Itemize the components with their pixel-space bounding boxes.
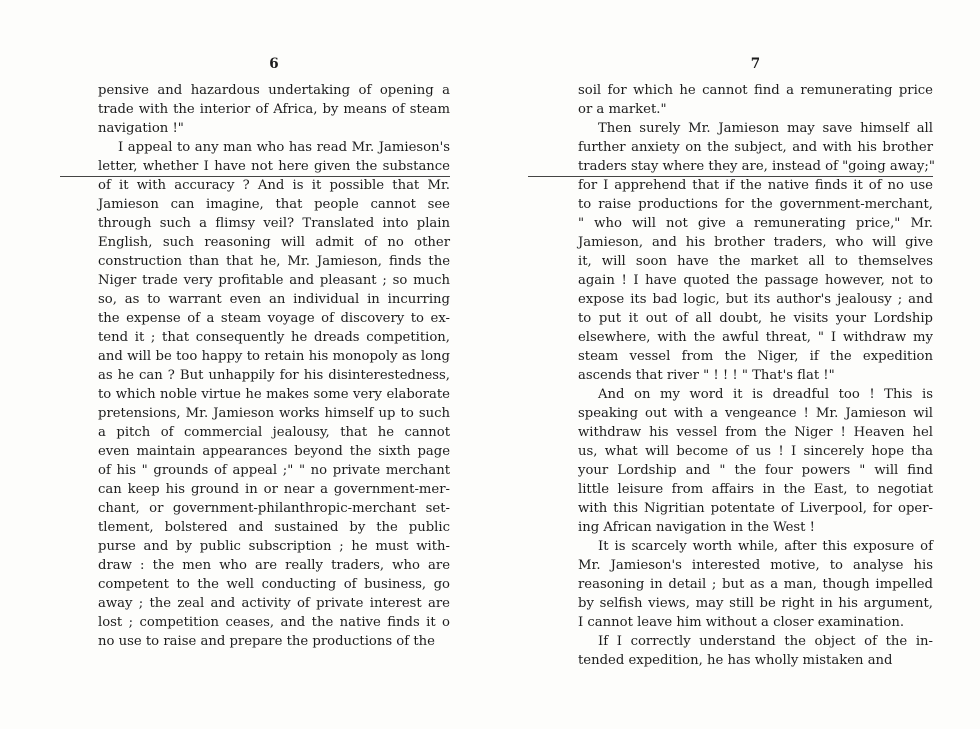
text-line: with this Nigritian potentate of Liverpool, for oper- <box>578 501 933 516</box>
text-line: elsewhere, with the awful threat, " I withdraw my <box>578 330 933 345</box>
text-line: And on my word it is dreadful too ! This is <box>598 387 933 402</box>
underline-rule-left <box>60 176 450 177</box>
text-line: trade with the interior of Africa, by means of steam <box>98 102 450 117</box>
page-number: 7 <box>750 56 761 72</box>
text-line: reasoning in detail ; but as a man, though impelled <box>578 577 933 592</box>
text-line: Mr. Jamieson's interested motive, to analyse his <box>578 558 933 573</box>
text-line: as he can ? But unhappily for his disinterestedness, <box>98 368 450 383</box>
text-line: through such a flimsy veil? Translated into plain <box>98 216 450 231</box>
text-line: the expense of a steam voyage of discovery to ex- <box>98 311 450 326</box>
text-line: Then surely Mr. Jamieson may save himself all <box>598 121 933 136</box>
text-line: " who will not give a remunerating price," Mr. <box>578 216 933 231</box>
text-line: navigation !" <box>98 121 184 136</box>
text-line: so, as to warrant even an individual in incurring <box>98 292 450 307</box>
text-line: by selfish views, may still be right in his argument, <box>578 596 933 611</box>
text-line: Jamieson can imagine, that people cannot see <box>98 197 450 212</box>
text-line: ascends that river " ! ! ! " That's flat !" <box>578 368 835 383</box>
text-line: and will be too happy to retain his monopoly as long <box>98 349 450 364</box>
text-line: I appeal to any man who has read Mr. Jamieson's <box>118 140 450 155</box>
text-line: lost ; competition ceases, and the native finds it o <box>98 615 450 630</box>
text-line: to put it out of all doubt, he visits your Lordship <box>578 311 933 326</box>
text-line: If I correctly understand the object of the in- <box>598 634 933 649</box>
text-line: to which noble virtue he makes some very elaborate <box>98 387 450 402</box>
text-line: even maintain appearances beyond the sixth page <box>98 444 450 459</box>
text-line: for I apprehend that if the native finds it of no use <box>578 178 933 193</box>
text-line: further anxiety on the subject, and with his brother <box>578 140 933 155</box>
text-line: soil for which he cannot find a remunerating price <box>578 83 933 98</box>
text-line: to raise productions for the government-merchant, <box>578 197 933 212</box>
underline-rule-right <box>528 176 933 177</box>
text-line: little leisure from affairs in the East, to negotiat <box>578 482 933 497</box>
text-line: can keep his ground in or near a government-mer- <box>98 482 450 497</box>
text-line: steam vessel from the Niger, if the expedition <box>578 349 933 364</box>
text-line: of his " grounds of appeal ;" " no private merchant <box>98 463 450 478</box>
text-line: It is scarcely worth while, after this exposure of <box>598 539 933 554</box>
text-line: pensive and hazardous undertaking of opening a <box>98 83 450 98</box>
text-line: tended expedition, he has wholly mistaken and <box>578 653 893 668</box>
text-line: chant, or government-philanthropic-merchant set- <box>98 501 450 516</box>
text-line: us, what will become of us ! I sincerely hope tha <box>578 444 933 459</box>
text-line: purse and by public subscription ; he must with- <box>98 539 450 554</box>
text-line: I cannot leave him without a closer examination. <box>578 615 905 630</box>
text-line: or a market." <box>578 102 667 117</box>
text-line: traders stay where they are, instead of "going away;" <box>578 159 935 174</box>
text-line: competent to the well conducting of business, go <box>98 577 450 592</box>
text-line: your Lordship and " the four powers " will find <box>578 463 933 478</box>
text-line: Jamieson, and his brother traders, who will give <box>578 235 933 250</box>
text-line: letter, whether I have not here given the substance <box>98 159 450 174</box>
text-line: speaking out with a vengeance ! Mr. Jamieson wil <box>578 406 933 421</box>
text-line: a pitch of commercial jealousy, that he cannot <box>98 425 450 440</box>
text-line: construction than that he, Mr. Jamieson, finds the <box>98 254 450 269</box>
text-line: ing African navigation in the West ! <box>578 520 815 535</box>
text-line: English, such reasoning will admit of no other <box>98 235 450 250</box>
text-line: withdraw his vessel from the Niger ! Heaven hel <box>578 425 933 440</box>
text-line: away ; the zeal and activity of private interest are <box>98 596 450 611</box>
text-line: draw : the men who are really traders, who are <box>98 558 450 573</box>
text-line: again ! I have quoted the passage however, not to <box>578 273 933 288</box>
text-line: it, will soon have the market all to themselves <box>578 254 933 269</box>
text-line: expose its bad logic, but its author's jealousy ; and <box>578 292 933 307</box>
text-line: tlement, bolstered and sustained by the public <box>98 520 450 535</box>
text-line: Niger trade very profitable and pleasant ; so much <box>98 273 450 288</box>
page-number: 6 <box>269 56 279 72</box>
text-line: tend it ; that consequently he dreads competition, <box>98 330 450 345</box>
text-line: no use to raise and prepare the productions of the <box>98 634 435 649</box>
text-line: of it with accuracy ? And is it possible that Mr. <box>98 178 450 193</box>
text-line: pretensions, Mr. Jamieson works himself up to such <box>98 406 450 421</box>
